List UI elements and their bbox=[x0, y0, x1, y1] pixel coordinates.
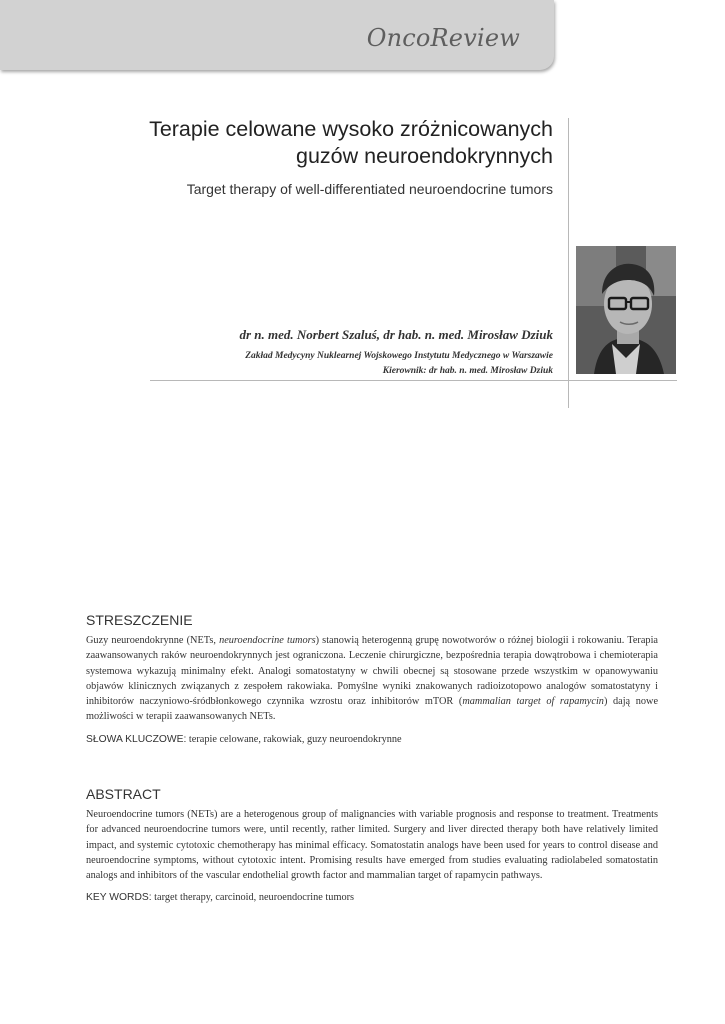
header-banner bbox=[0, 0, 554, 70]
affiliation-block bbox=[245, 349, 553, 379]
streszczenie-text-2: ) stanowią heterogenną grupę nowotworów o różnej biologii i rokowaniu. Terapia zaawansowanych raków neuroendokrynnych jest ograniczona. Leczenie chirurgiczne, bezpośrednia terapia dowątrobowa i chemioterapia systemowa wykazują minimalny efekt. Analogi somatostatyny w chwili obecnej są stosowane przede wszystkim w opanowywaniu objawów klinicznych związanych z zespołem rakowiaka. Pomyślne wyniki znakowanych radioizotopowo analogów somatostatyny i inhibitorów naczyniowo-śródbłonkowego czynnika wzrostu oraz inhibitorów mTOR ( bbox=[86, 635, 658, 708]
horizontal-rule bbox=[150, 380, 677, 381]
slowa-kluczowe-label: SŁOWA KLUCZOWE: bbox=[86, 733, 187, 745]
streszczenie-heading: STRESZCZENIE bbox=[86, 612, 193, 628]
streszczenie-body bbox=[86, 633, 658, 725]
authors: dr n. med. Norbert Szaluś, dr hab. n. med. Mirosław Dziuk bbox=[239, 327, 553, 342]
key-words-values: target therapy, carcinoid, neuroendocrine tumors bbox=[151, 892, 355, 904]
author-portrait-image bbox=[576, 246, 676, 374]
vertical-rule bbox=[568, 118, 569, 408]
streszczenie-text-3: ) dają nowe możliwości w terapii zaawansowanych NETs. bbox=[86, 696, 659, 723]
article-title-pl bbox=[73, 116, 553, 170]
slowa-kluczowe-values: terapie celowane, rakowiak, guzy neuroendokrynne bbox=[186, 733, 402, 745]
author-photo bbox=[576, 246, 676, 374]
streszczenie-keywords bbox=[86, 734, 658, 745]
title-line-2: guzów neuroendokrynnych bbox=[296, 144, 553, 168]
streszczenie-section bbox=[86, 612, 658, 745]
streszczenie-em-2: mammalian target of rapamycin bbox=[462, 696, 604, 708]
article-title-en: Target therapy of well-differentiated neuroendocrine tumors bbox=[186, 181, 553, 197]
key-words-label: KEY WORDS: bbox=[86, 892, 152, 904]
abstract-body: Neuroendocrine tumors (NETs) are a heterogenous group of malignancies with variable prognosis and response to treatment. Treatments for advanced neuroendocrine tumors were, until recently, rather limited. Surgery and liver directed therapy both have relatively limited impact, and systemic cytotoxic chemotherapy has minimal efficacy. Somatostatin analogs have been used for years to control disease and neuroendocrine symptoms, without cytotoxic intent. Promising results have emerged from studies evaluating radiolabeled somatostatin analogs and inhibitors of the vascular endothelial growth factor and mammalian target of rapamycin pathways. bbox=[86, 809, 658, 882]
abstract-heading: ABSTRACT bbox=[86, 786, 161, 802]
journal-name: OncoReview bbox=[366, 24, 520, 52]
affiliation: Zakład Medycyny Nuklearnej Wojskowego Instytutu Medycznego w Warszawie bbox=[245, 351, 553, 361]
abstract-section bbox=[86, 786, 658, 903]
streszczenie-text-1: Guzy neuroendokrynne (NETs, bbox=[86, 635, 220, 646]
abstract-keywords bbox=[86, 892, 658, 903]
streszczenie-em-1: neuroendocrine tumors bbox=[219, 635, 316, 646]
title-line-1: Terapie celowane wysoko zróżnicowanych bbox=[149, 117, 553, 141]
head-of-department: Kierownik: dr hab. n. med. Mirosław Dziuk bbox=[382, 366, 553, 376]
